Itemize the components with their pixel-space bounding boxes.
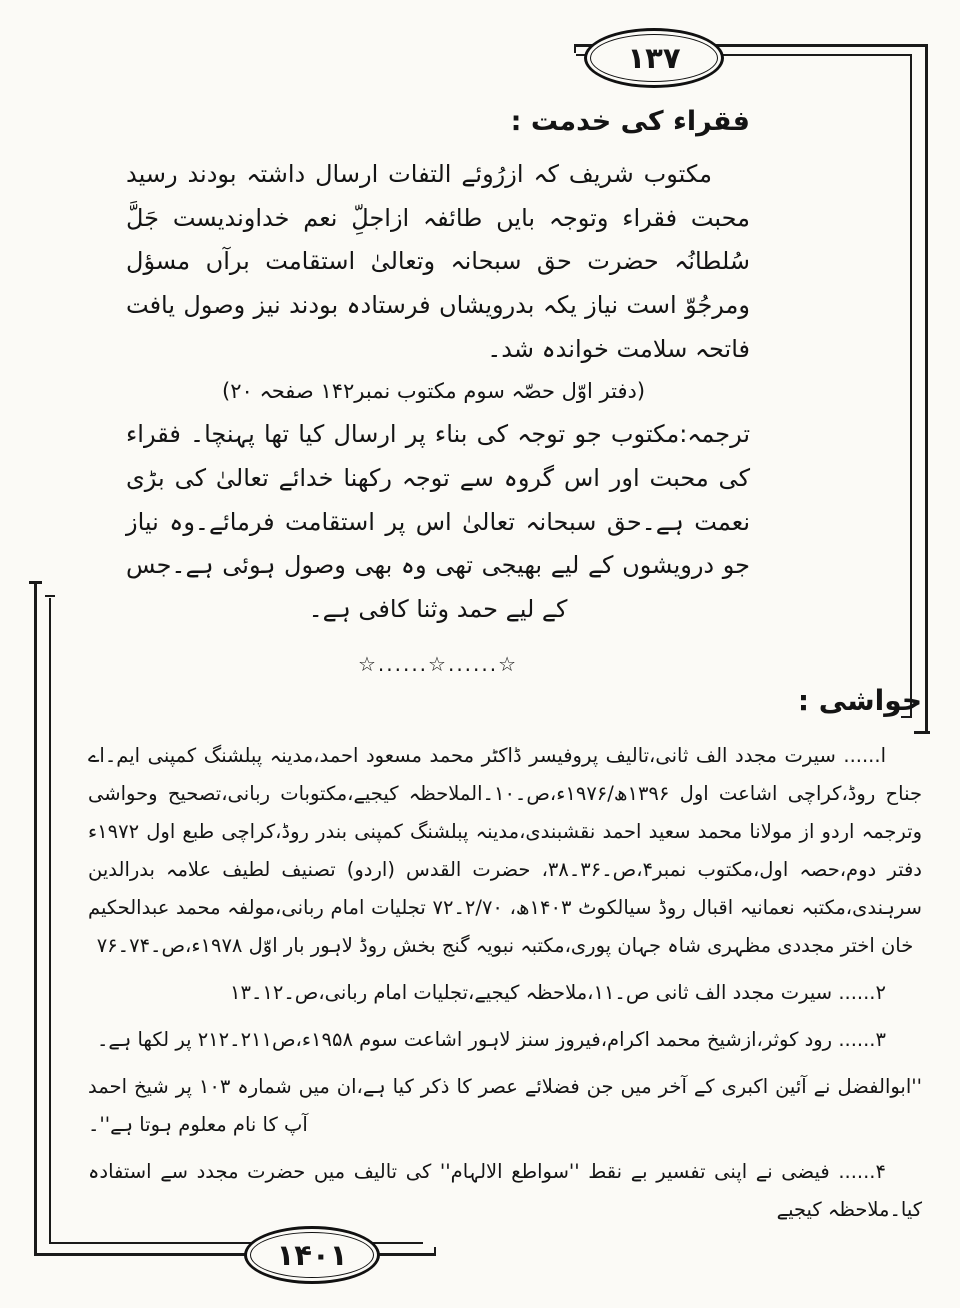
footnote-4-body: فیضی نے اپنی تفسیر بے نقط ''سواطع الالہام'' کی تالیف میں حضرت مجدد سے استفادہ کیا۔ملاحظہ کیجیے bbox=[88, 1160, 922, 1222]
footnotes-section bbox=[88, 684, 922, 1238]
main-text-column bbox=[126, 106, 750, 676]
page-number-badge-bottom-inner-ring bbox=[250, 1232, 374, 1278]
footnote-1 bbox=[88, 737, 922, 965]
footnote-1-number: ا...... bbox=[843, 744, 886, 767]
translation-paragraph: ترجمہ:مکتوب جو توجہ کی بناء پر ارسال کیا تھا پہنچا۔ فقراء کی محبت اور اس گروہ سے توجہ رکھنا خدائے تعالیٰ کی بڑی نعمت ہے۔حق سبحانہ تعالیٰ اس پر استقامت فرمائے۔وہ نیاز جو درویشوں کے لیے بھیجی تھی وہ بھی وصول ہوئی ہے۔جس کے لیے حمد وثنا کافی ہے۔ bbox=[126, 420, 750, 624]
footnote-4-text bbox=[88, 1153, 922, 1229]
footnote-2 bbox=[88, 974, 922, 1012]
left-border-outer-line bbox=[34, 584, 37, 1256]
footnote-3-number: ۳...... bbox=[838, 1028, 886, 1052]
maktub-persian-paragraph: مکتوب شریف کہ ازرُوئے التفات ارسال داشتہ بودند رسید محبت فقراء وتوجہ بایں طائفہ ازاجلِّ نعم خداوندیست جَلَّ سُلطانُہ حضرت حق سبحانہ وتعالیٰ استقامت برآں مسؤل ومرجُوّ است نیاز یکہ بدرویشاں فرستادہ بودند نیز وصول یافت فاتحہ سلامت خواندہ شد۔ bbox=[126, 160, 750, 363]
footnote-2-body: سیرت مجدد الف ثانی ص۔۱۱،ملاحظہ کیجیے،تجلیات امام ربانی،ص۔۱۲۔۱۳ bbox=[230, 981, 833, 1005]
footnotes-heading: حواشی : bbox=[797, 684, 922, 717]
page-number-top: ۱۳۷ bbox=[627, 41, 681, 75]
top-border-left-cap bbox=[574, 44, 576, 53]
footnote-3-body: رود کوثر،ازشیخ محمد اکرام،فیروز سنز لاہور اشاعت سوم ۱۹۵۸ء،ص۲۱۱۔۲۱۲ پر لکھا ہے۔ bbox=[97, 1028, 833, 1052]
left-border-inner-cap bbox=[45, 595, 55, 597]
right-border-outer-line bbox=[925, 44, 928, 734]
page-number-bottom: ۱۴۰۱ bbox=[276, 1238, 348, 1272]
page-number-badge-top-inner-ring bbox=[590, 34, 718, 82]
maktub-reference-line: (دفتر اوّل حصّہ سوم مکتوب نمبر۱۴۲ صفحہ ۲۰) bbox=[222, 379, 646, 404]
stars-separator: ☆......☆......☆ bbox=[357, 651, 519, 676]
footnote-4 bbox=[88, 1153, 922, 1229]
right-border-inner-line bbox=[910, 54, 912, 718]
footnote-1-text bbox=[88, 737, 922, 965]
section-heading: فقراء کی خدمت : bbox=[510, 106, 750, 137]
bottom-border-right-cap bbox=[434, 1247, 436, 1256]
footnote-1-body: سیرت مجدد الف ثانی،تالیف پروفیسر ڈاکٹر محمد مسعود احمد،مدینہ پبلشنگ کمپنی ایم۔اے جناح روڈ،کراچی اشاعت اول ۱۳۹۶ھ/۱۹۷۶ء،ص۔۱۰۔الملاحظہ کیجیے،مکتوبات ربانی،تصحیح وحواشی وترجمہ اردو از مولانا محمد سعید احمد نقشبندی،مدینہ پبلشنگ کمپنی بندر روڈ،کراچی طبع اول ۱۹۷۲ء دفتر دوم،حصہ اول،مکتوب نمبر۴،ص۔۳۶۔۳۸، حضرت القدس (اردو) تصنیف لطیف علامہ بدرالدین سرہندی،مکتبہ نعمانیہ اقبال روڈ سیالکوٹ ۱۴۰۳ھ، ۲/۷۰۔۷۲ تجلیات امام ربانی،مولفہ محمد عبدالحکیم خان اختر مجددی مظہری شاہ جہان پوری،مکتبہ نبویہ گنج بخش روڈ لاہور بار اوّل ۱۹۷۸ء،ص۔۷۴۔۷۶ bbox=[88, 744, 923, 958]
footnote-3-quote: ''ابوالفضل نے آئین اکبری کے آخر میں جن فضلائے عصر کا ذکر کیا ہے،ان میں شمارہ ۱۰۳ پر شیخ احمد آپ کا نام معلوم ہوتا ہے''۔ bbox=[88, 1075, 922, 1137]
footnote-3-text bbox=[88, 1021, 922, 1059]
page-number-badge-top bbox=[584, 28, 724, 88]
footnote-3 bbox=[88, 1021, 922, 1144]
left-border-outer-cap bbox=[29, 581, 42, 584]
footnote-2-text bbox=[88, 974, 922, 1012]
footnote-4-number: ۴...... bbox=[838, 1160, 886, 1184]
left-border-inner-line bbox=[49, 598, 51, 1244]
footnote-2-number: ۲...... bbox=[838, 981, 886, 1005]
